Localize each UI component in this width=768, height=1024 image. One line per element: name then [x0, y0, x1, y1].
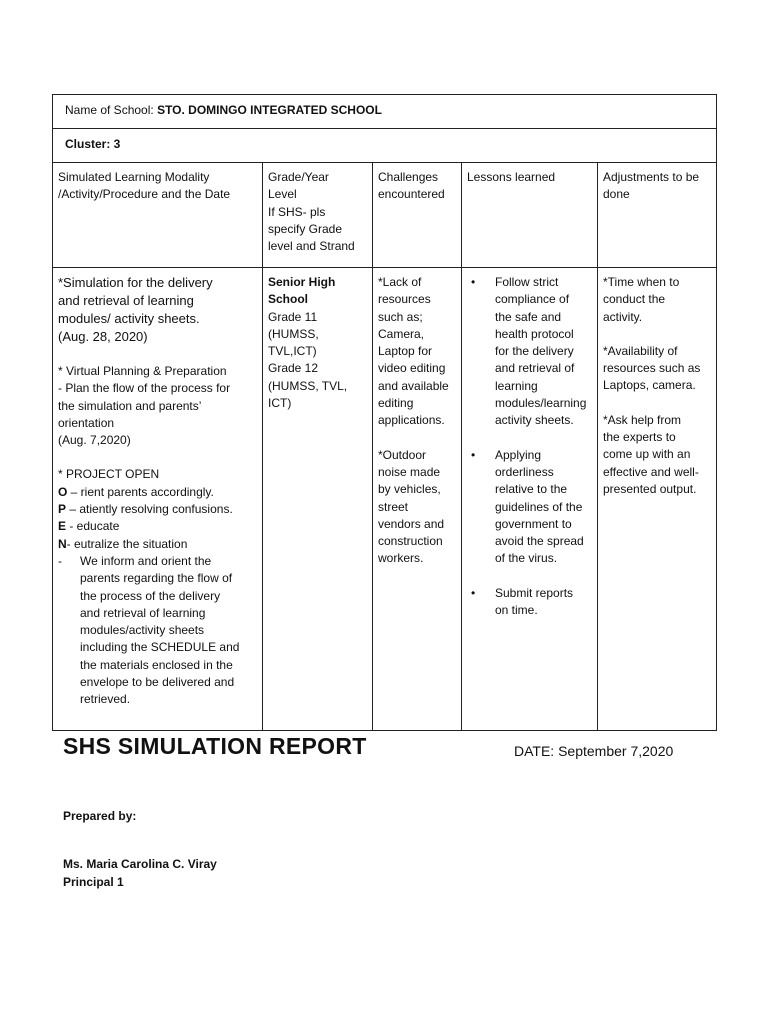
text-line: the simulation and parents’	[58, 398, 202, 413]
bullet-icon: •	[471, 275, 476, 289]
adjustments-cell	[598, 268, 717, 731]
text-line: Adjustments to be	[603, 170, 700, 184]
cluster-cell	[53, 129, 717, 163]
text-line: Lessons learned	[467, 170, 556, 184]
text-line: Level	[268, 187, 297, 202]
header-lessons-learned	[462, 163, 598, 268]
text-line: guidelines of the	[495, 499, 583, 514]
text-line: (HUMSS,	[268, 326, 319, 341]
text-line: government to	[495, 516, 572, 531]
text-line: relative to the	[495, 482, 568, 497]
text-line: Simulated Learning Modality	[58, 170, 210, 184]
signatory-position: Principal 1	[63, 874, 124, 889]
text-line: health protocol	[495, 326, 574, 341]
lesson-item	[467, 447, 592, 568]
text-line: the experts to	[603, 430, 676, 445]
text-line: activity.	[603, 309, 643, 324]
text-line: We inform and orient the	[80, 553, 212, 568]
lessons-learned-cell	[462, 268, 598, 731]
text-line: *Time when to	[603, 275, 680, 289]
simulation-entry	[58, 274, 257, 346]
challenge-lack-of-resources	[378, 274, 456, 430]
school-name-label: Name of School:	[65, 103, 154, 117]
text-line: School	[268, 292, 309, 307]
header-modality	[53, 163, 263, 268]
text-line: for the delivery	[495, 344, 574, 359]
header-challenges	[373, 163, 462, 268]
text-line: *Ask help from	[603, 412, 682, 427]
text-line: ICT)	[268, 396, 292, 411]
acronym-line: P – atiently resolving confusions.	[58, 502, 233, 517]
text-line: street	[378, 499, 409, 514]
text-line: Senior High	[268, 275, 336, 289]
text-line: compliance of	[495, 292, 570, 307]
grade-level-cell	[263, 268, 373, 731]
text-line: the materials enclosed in the	[80, 657, 233, 672]
text-line: resources such as	[603, 361, 701, 376]
text-line: construction	[378, 534, 443, 549]
text-line: (Aug. 28, 2020)	[58, 329, 148, 344]
lessons-list	[467, 274, 592, 619]
text-line: effective and well-	[603, 464, 699, 479]
text-line: the safe and	[495, 309, 562, 324]
text-line: - Plan the flow of the process for	[58, 381, 231, 396]
virtual-planning-entry	[58, 363, 257, 449]
project-open-title: * PROJECT OPEN	[58, 467, 160, 482]
text-line: come up with an	[603, 447, 691, 462]
text-line: orientation	[58, 415, 115, 430]
text-line: Laptops, camera.	[603, 378, 696, 393]
orientation-note: - We inform and orient the parents regarding the flow of the process of the delivery and retrieval of learning modules/activity sheets including the SCHEDULE and the materials enclosed in the envelope to be delivered and retrieved.	[58, 553, 257, 709]
text-line: level and Strand	[268, 239, 355, 254]
text-line: (Aug. 7,2020)	[58, 433, 131, 448]
adjustment-ask-help	[603, 412, 711, 498]
school-name-cell	[53, 95, 717, 129]
text-line: learning	[495, 378, 538, 393]
text-line: parents regarding the flow of	[80, 571, 233, 586]
bullet-icon: •	[471, 585, 476, 600]
text-line: and retrieval of learning	[58, 293, 194, 308]
text-line: on time.	[495, 603, 538, 618]
text-line: Applying	[495, 447, 542, 462]
cluster-label: Cluster: 3	[65, 137, 121, 151]
text-line: (HUMSS, TVL,	[268, 378, 348, 393]
text-line: specify Grade	[268, 221, 343, 236]
text-line: Follow strict	[495, 275, 559, 289]
challenge-outdoor-noise	[378, 447, 456, 568]
text-line: resources	[378, 292, 431, 307]
text-line: Challenges	[378, 170, 439, 184]
text-line: *Availability of	[603, 343, 678, 358]
text-line: including the SCHEDULE and	[80, 640, 240, 655]
signatory-name: Ms. Maria Carolina C. Viray	[63, 857, 217, 871]
text-line: and retrieval of learning	[80, 605, 206, 620]
acronym-line: E - educate	[58, 519, 120, 534]
prepared-by-label: Prepared by:	[63, 809, 137, 823]
text-line: of the virus.	[495, 551, 558, 566]
text-line: and available	[378, 378, 449, 393]
text-line: *Simulation for the delivery	[58, 275, 213, 290]
text-line: workers.	[378, 551, 424, 566]
text-line: Grade 11	[268, 309, 318, 324]
grade-lines	[268, 309, 367, 413]
text-line: envelope to be delivered and	[80, 675, 235, 690]
report-title: SHS SIMULATION REPORT	[63, 733, 367, 759]
simulation-report-table	[52, 94, 717, 731]
text-line: noise made	[378, 464, 441, 479]
header-adjustments	[598, 163, 717, 268]
signatory	[63, 856, 217, 891]
text-line: vendors and	[378, 516, 445, 531]
text-line: * Virtual Planning & Preparation	[58, 364, 227, 378]
text-line: applications.	[378, 413, 445, 428]
text-line: avoid the spread	[495, 534, 584, 549]
report-date: DATE: September 7,2020	[514, 743, 674, 759]
text-line: editing	[378, 396, 414, 411]
project-open-acronym	[58, 484, 257, 553]
text-line: /Activity/Procedure and the Date	[58, 187, 231, 202]
text-line: retrieved.	[80, 692, 131, 707]
text-line: *Lack of	[378, 275, 422, 289]
acronym-line: O – rient parents accordingly.	[58, 484, 214, 499]
adjustment-time	[603, 274, 711, 326]
text-line: encountered	[378, 187, 445, 202]
text-line: the process of the delivery	[80, 588, 221, 603]
text-line: such as;	[378, 309, 423, 324]
modality-cell	[53, 268, 263, 731]
bullet-icon: •	[471, 447, 476, 462]
text-line: orderliness	[495, 464, 554, 479]
header-grade-level	[263, 163, 373, 268]
text-line: *Outdoor	[378, 447, 427, 462]
text-line: If SHS- pls	[268, 204, 326, 219]
text-line: TVL,ICT)	[268, 344, 317, 359]
text-line: by vehicles,	[378, 482, 441, 497]
lesson-item	[467, 274, 592, 430]
text-line: Grade/Year	[268, 170, 329, 184]
adjustment-availability	[603, 343, 711, 395]
text-line: activity sheets.	[495, 413, 574, 428]
text-line: modules/activity sheets	[80, 623, 205, 638]
grade-title	[268, 274, 367, 309]
text-line: Submit reports	[495, 585, 574, 600]
challenges-cell	[373, 268, 462, 731]
text-line: Grade 12	[268, 361, 319, 376]
text-line: presented output.	[603, 481, 697, 496]
text-line: video editing	[378, 361, 446, 376]
text-line: Laptop for	[378, 344, 433, 359]
text-line: modules/learning	[495, 396, 587, 411]
text-line: Camera,	[378, 326, 425, 341]
text-line: conduct the	[603, 292, 666, 307]
school-name-value: STO. DOMINGO INTEGRATED SCHOOL	[157, 103, 382, 117]
text-line: modules/ activity sheets.	[58, 311, 200, 326]
text-line: and retrieval of	[495, 361, 575, 376]
acronym-line: N- eutralize the situation	[58, 536, 188, 551]
lesson-item	[467, 585, 592, 620]
text-line: done	[603, 187, 630, 202]
